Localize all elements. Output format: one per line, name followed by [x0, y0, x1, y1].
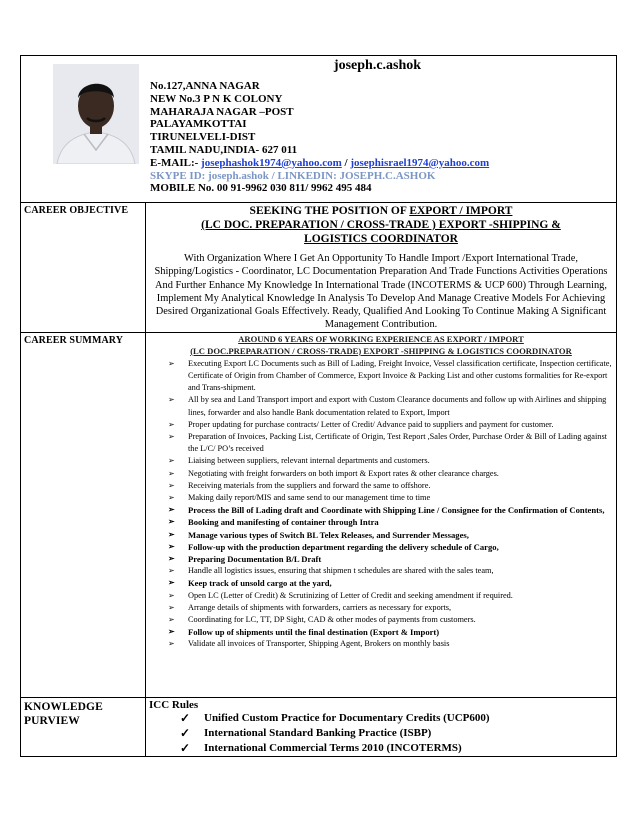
summary-bullet-text: Validate all invoices of Transporter, Shipping Agent, Brokers on monthly basis — [188, 639, 450, 649]
summary-bullet — [168, 358, 612, 395]
arrow-bullet-icon: ➢ — [168, 358, 175, 368]
arrow-bullet-icon: ➢ — [168, 456, 175, 466]
knowledge-item-text: Unified Custom Practice for Documentary Credits (UCP600) — [204, 711, 490, 724]
summary-bullet — [168, 626, 612, 638]
address-line: MAHARAJA NAGAR –POST — [150, 105, 294, 118]
summary-bullet — [168, 565, 612, 577]
summary-bullet-text: Handle all logistics issues, ensuring that shipmen t schedules are shared with the sales team, — [188, 566, 494, 576]
summary-bullet-text: Follow-up with the production department regarding the delivery schedule of Cargo, — [188, 541, 499, 552]
summary-bullet-list — [146, 357, 616, 651]
summary-bullet — [168, 504, 612, 516]
summary-bullet — [168, 455, 612, 467]
address-line: TAMIL NADU,INDIA- 627 011 — [150, 143, 298, 156]
summary-bullet-text: Making daily report/MIS and same send to our management time to time — [188, 493, 431, 503]
checkmark-icon: ✓ — [180, 725, 191, 740]
summary-bullet — [168, 419, 612, 431]
arrow-bullet-icon: ➢ — [168, 578, 175, 588]
profile-photo — [53, 64, 139, 164]
summary-bullet-text: Keep track of unsold cargo at the yard, — [188, 578, 332, 589]
summary-bullet — [168, 614, 612, 626]
summary-bullet — [168, 541, 612, 553]
summary-bullet-text: Arrange details of shipments with forwarders, carriers as necessary for exports, — [188, 602, 452, 612]
knowledge-item — [180, 726, 616, 741]
knowledge-label: KNOWLEDGE PURVIEW — [21, 697, 146, 756]
summary-bullet — [168, 480, 612, 492]
knowledge-list — [146, 711, 616, 756]
knowledge-item-text: International Commercial Terms 2010 (INCOTERMS) — [204, 741, 462, 754]
summary-bullet-text: Manage various types of Switch BL Telex Releases, and Surrender Messages, — [188, 529, 469, 540]
arrow-bullet-icon: ➢ — [168, 432, 175, 441]
summary-bullet-text: Preparing Documentation B/L Draft — [188, 554, 322, 565]
objective-position: EXPORT / IMPORT — [409, 205, 513, 217]
mobile-line: MOBILE No. 00 91-9962 030 811/ 9962 495 484 — [150, 182, 372, 195]
header-row — [21, 56, 617, 203]
summary-bullet-text: Executing Export LC Documents such as Bill of Lading, Freight Invoice, Vessel classification certificate, Inspection certificate, Certificate of Origin from Chamber of Commerce, Export Invoice & Packing List and other customs formalities for Re-export and Trans-shipment. — [188, 358, 612, 393]
arrow-bullet-icon: ➢ — [168, 566, 175, 576]
knowledge-item — [180, 741, 616, 756]
checkmark-icon: ✓ — [180, 710, 191, 725]
arrow-bullet-icon: ➢ — [168, 639, 175, 649]
summary-bullet-text: Liaising between suppliers, relevant internal departments and customers. — [188, 456, 430, 466]
knowledge-item — [180, 711, 616, 726]
email-line — [150, 157, 489, 170]
summary-bullet-text: Coordinating for LC, TT, DP Sight, CAD & other modes of payments from customers. — [188, 615, 476, 625]
summary-bullet — [168, 590, 612, 602]
summary-bullet-text: Open LC (Letter of Credit) & Scrutinizing of Letter of Credit and seeking amendment if required. — [188, 590, 513, 600]
objective-body: With Organization Where I Get An Opportunity To Handle Import /Export International Trade, Shipping/Logistics - Coordinator, LC Documentation Preparation And Trade Functions Activities Operations And Further Enhance My Knowledge In International Trade (INCOTERMS & UCP 600) Through Learning, Implement My Analytical Knowledge In Analysis To Develop And Manage Creative Models For Achieving Desired Organizational Goals Effectively. Ready, Qualified And Looking To Continue Making A Significant Management Contribution. — [154, 253, 608, 331]
summary-label: CAREER SUMMARY — [21, 332, 146, 697]
summary-row — [21, 332, 617, 697]
arrow-bullet-icon: ➢ — [168, 541, 175, 551]
summary-bullet — [168, 516, 612, 528]
email-link-1[interactable]: josephashok1974@yahoo.com — [201, 156, 342, 169]
summary-bullet — [168, 577, 612, 589]
knowledge-item-text: International Standard Banking Practice (ISBP) — [204, 726, 432, 739]
summary-bullet — [168, 431, 612, 455]
objective-heading — [146, 203, 616, 218]
email-separator: / — [341, 156, 351, 169]
objective-heading-prefix: SEEKING THE POSITION OF — [249, 205, 410, 217]
summary-bullet-text: Proper updating for purchase contracts/ Letter of Credit/ Advance paid to suppliers and payment for customer. — [188, 419, 554, 429]
objective-row — [21, 203, 617, 333]
arrow-bullet-icon: ➢ — [168, 602, 175, 612]
summary-bullet-text: Negotiating with freight forwarders on both import & Export rates & other clearance charges. — [188, 468, 499, 478]
email-label: E-MAIL:- — [150, 156, 202, 169]
arrow-bullet-icon: ➢ — [168, 627, 175, 637]
arrow-bullet-icon: ➢ — [168, 493, 175, 503]
icc-rules-heading: ICC Rules — [149, 698, 199, 711]
objective-label: CAREER OBJECTIVE — [21, 203, 146, 333]
summary-bullet — [168, 638, 612, 650]
arrow-bullet-icon: ➢ — [168, 517, 175, 527]
address-line: PALAYAMKOTTAI — [150, 118, 247, 131]
summary-bullet-text: Preparation of Invoices, Packing List, Certificate of Origin, Test Report ,Sales Order, Purchase Order & Bill of Lading against the L/C/ PO’s received — [188, 432, 607, 454]
knowledge-cell — [146, 697, 617, 756]
summary-bullet-text: Process the Bill of Lading draft and Coordinate with Shipping Line / Consignee for the Confirmation of Contents, — [188, 505, 605, 516]
contact-block — [150, 80, 489, 195]
objective-cell — [146, 203, 617, 333]
summary-bullet — [168, 553, 612, 565]
resume-table — [20, 55, 617, 757]
candidate-name: joseph.c.ashok — [333, 58, 422, 73]
summary-bullet — [168, 602, 612, 614]
summary-subheading: (LC DOC.PREPARATION / CROSS-TRADE) EXPORT -SHIPPING & LOGISTICS COORDINATOR — [190, 345, 572, 356]
email-link-2[interactable]: josephisrael1974@yahoo.com — [350, 156, 490, 169]
arrow-bullet-icon: ➢ — [168, 590, 175, 600]
skype-linkedin-line: SKYPE ID: joseph.ashok / LINKEDIN: JOSEPH.C.ASHOK — [150, 169, 436, 182]
summary-heading: AROUND 6 YEARS OF WORKING EXPERIENCE AS EXPORT / IMPORT — [238, 333, 524, 344]
summary-bullet — [168, 529, 612, 541]
arrow-bullet-icon: ➢ — [168, 615, 175, 625]
checkmark-icon: ✓ — [180, 740, 191, 755]
arrow-bullet-icon: ➢ — [168, 395, 175, 405]
arrow-bullet-icon: ➢ — [168, 480, 175, 490]
arrow-bullet-icon: ➢ — [168, 529, 175, 539]
summary-bullet-text: Receiving materials from the suppliers and forward the same to offshore. — [188, 480, 431, 490]
arrow-bullet-icon: ➢ — [168, 468, 175, 478]
address-line: No.127,ANNA NAGAR — [150, 80, 260, 92]
summary-bullet — [168, 468, 612, 480]
address-line: NEW No.3 P N K COLONY — [150, 92, 283, 105]
knowledge-row — [21, 697, 617, 756]
summary-bullet — [168, 492, 612, 504]
summary-cell — [146, 332, 617, 697]
arrow-bullet-icon: ➢ — [168, 419, 175, 429]
objective-subheading: (LC DOC. PREPARATION / CROSS-TRADE ) EXPORT -SHIPPING & LOGISTICS COORDINATOR — [201, 219, 561, 245]
summary-bullet-text: Booking and manifesting of container through Intra — [188, 517, 379, 528]
arrow-bullet-icon: ➢ — [168, 554, 175, 564]
summary-bullet — [168, 394, 612, 418]
summary-bullet-text: All by sea and Land Transport import and export with Custom Clearance documents and follow up with Airlines and shipping lines, forwarder and also handle Bank documentation related to Export, Import — [188, 395, 607, 417]
header-cell — [21, 56, 617, 203]
summary-bullet-text: Follow up of shipments until the final destination (Export & Import) — [188, 627, 440, 638]
arrow-bullet-icon: ➢ — [168, 505, 175, 515]
address-line: TIRUNELVELI-DIST — [150, 131, 256, 144]
